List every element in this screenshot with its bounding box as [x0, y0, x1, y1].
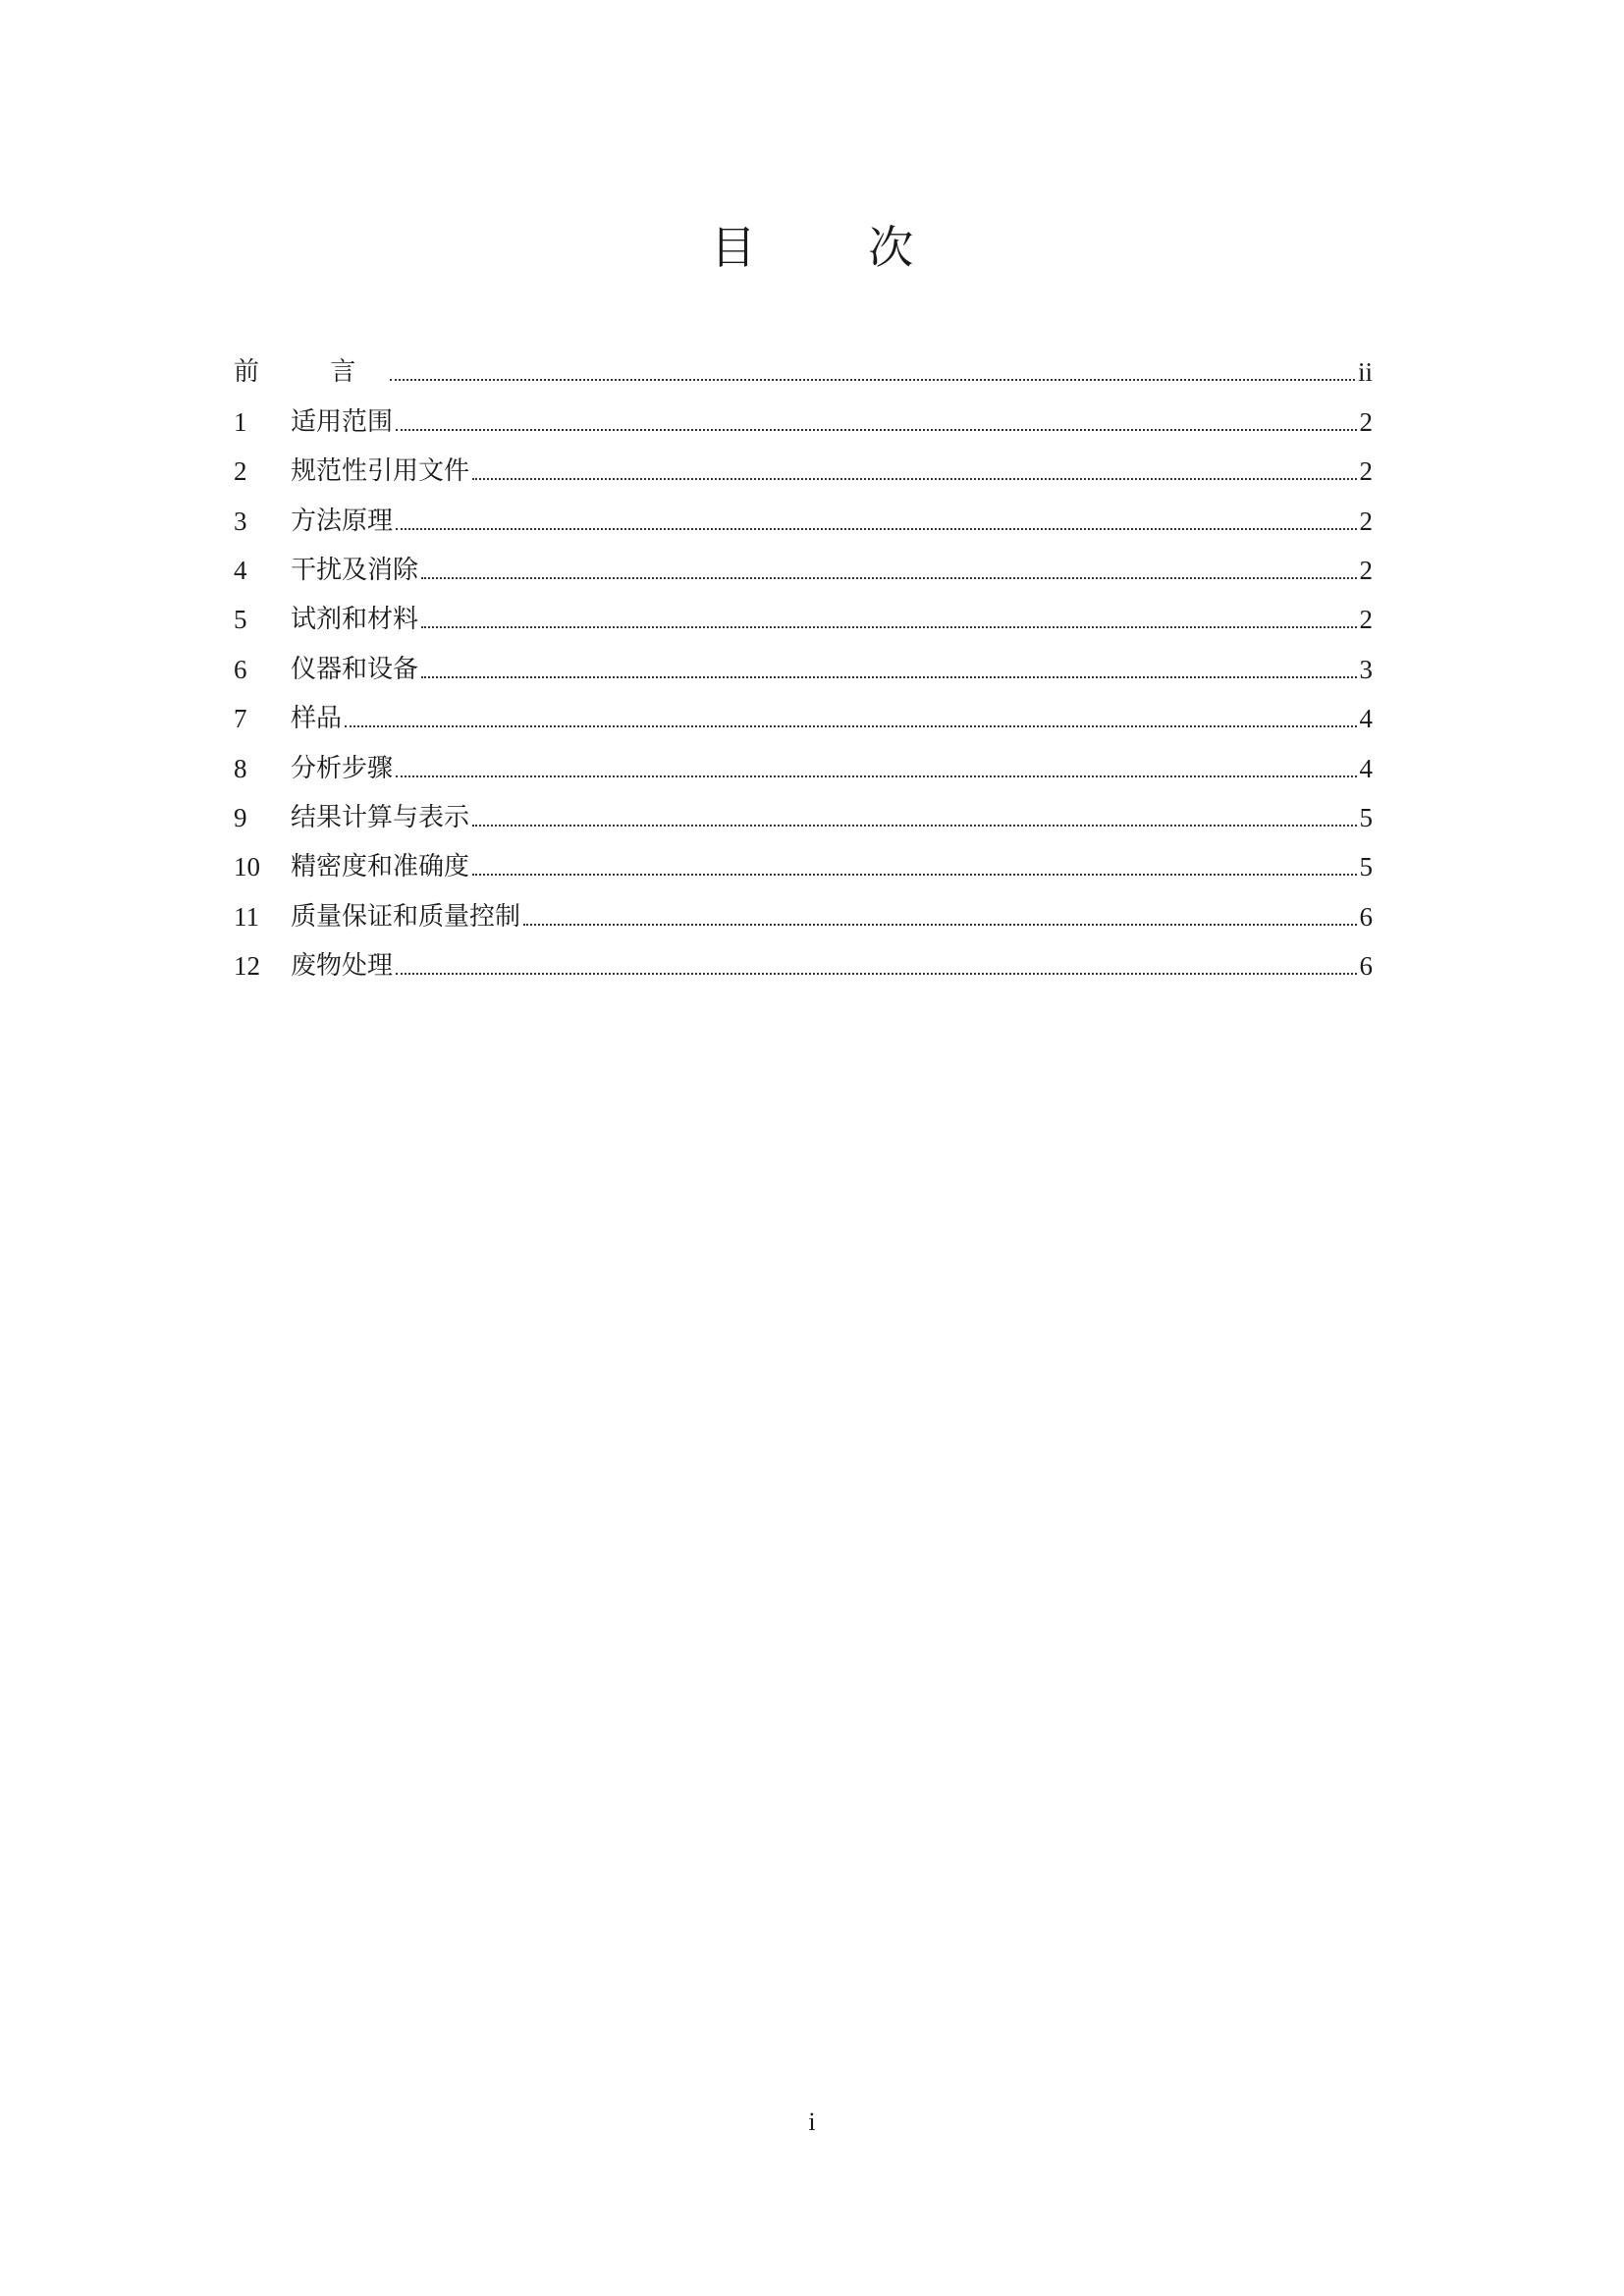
toc-entry-title: 前 言	[234, 357, 388, 388]
toc-dot-leader	[472, 874, 1356, 876]
toc-entry-page: ii	[1357, 357, 1373, 388]
page-number: i	[808, 2108, 816, 2136]
toc-entry-7[interactable]	[234, 686, 1373, 735]
toc-dot-leader	[421, 577, 1356, 579]
toc-entry-3[interactable]	[234, 488, 1373, 537]
toc-entry-number: 10	[234, 852, 260, 882]
toc-entry-number: 2	[234, 456, 247, 487]
toc-entry-5[interactable]	[234, 587, 1373, 636]
toc-entry-title: 规范性引用文件	[291, 456, 470, 487]
toc-dot-leader	[396, 775, 1356, 777]
toc-entry-12[interactable]	[234, 934, 1373, 983]
toc-entry-number: 11	[234, 901, 259, 932]
toc-entry-title: 样品	[291, 704, 343, 734]
toc-entry-page: 4	[1359, 704, 1373, 734]
toc-entry-page: 5	[1359, 852, 1373, 882]
toc-entry-number: 9	[234, 802, 247, 832]
toc-entry-page: 4	[1359, 753, 1373, 783]
toc-entry-page: 2	[1359, 555, 1373, 585]
page-title: 目 次	[710, 221, 963, 274]
toc-entry-number: 5	[234, 605, 247, 635]
toc-entry-title: 结果计算与表示	[291, 802, 470, 832]
toc-entry-number: 8	[234, 753, 247, 783]
toc-entry-4[interactable]	[234, 538, 1373, 587]
toc-entry-number: 6	[234, 654, 247, 684]
toc-entry-6[interactable]	[234, 636, 1373, 685]
toc-dot-leader	[345, 725, 1356, 727]
toc-entry-page: 5	[1359, 802, 1373, 832]
toc-entry-page: 6	[1359, 951, 1373, 982]
toc-dot-leader	[396, 528, 1356, 530]
toc-entry-page: 2	[1359, 605, 1373, 635]
toc-entry-title: 试剂和材料	[291, 605, 419, 635]
toc-entry-11[interactable]	[234, 883, 1373, 933]
toc-entry-10[interactable]	[234, 834, 1373, 883]
toc-entry-title: 方法原理	[291, 506, 394, 536]
toc-dot-leader	[472, 825, 1356, 827]
toc-entry-title: 质量保证和质量控制	[291, 901, 521, 932]
toc-dot-leader	[396, 429, 1356, 431]
toc-entry-title: 仪器和设备	[291, 654, 419, 684]
toc-entry-title: 适用范围	[291, 406, 394, 437]
toc-dot-leader	[421, 626, 1356, 628]
toc-entry-title: 干扰及消除	[291, 555, 419, 585]
toc-entry-preface[interactable]	[234, 340, 1373, 389]
toc-entry-title: 精密度和准确度	[291, 852, 470, 882]
toc-entry-9[interactable]	[234, 785, 1373, 834]
toc-dot-leader	[390, 379, 1355, 381]
toc-entry-8[interactable]	[234, 735, 1373, 784]
toc-dot-leader	[396, 973, 1356, 975]
toc-entry-number: 12	[234, 951, 260, 982]
toc-dot-leader	[472, 478, 1356, 480]
toc-entry-number: 4	[234, 555, 247, 585]
toc-entry-2[interactable]	[234, 439, 1373, 488]
toc-entry-title: 分析步骤	[291, 753, 394, 783]
toc-entry-title: 废物处理	[291, 951, 394, 982]
table-of-contents	[234, 340, 1373, 983]
toc-dot-leader	[421, 676, 1356, 678]
toc-entry-page: 2	[1359, 406, 1373, 437]
toc-entry-1[interactable]	[234, 389, 1373, 438]
toc-entry-page: 2	[1359, 506, 1373, 536]
toc-entry-number: 1	[234, 406, 247, 437]
toc-entry-number: 3	[234, 506, 247, 536]
toc-entry-page: 6	[1359, 901, 1373, 932]
toc-entry-number: 7	[234, 704, 247, 734]
toc-dot-leader	[523, 924, 1356, 926]
toc-entry-page: 2	[1359, 456, 1373, 487]
toc-entry-page: 3	[1359, 654, 1373, 684]
